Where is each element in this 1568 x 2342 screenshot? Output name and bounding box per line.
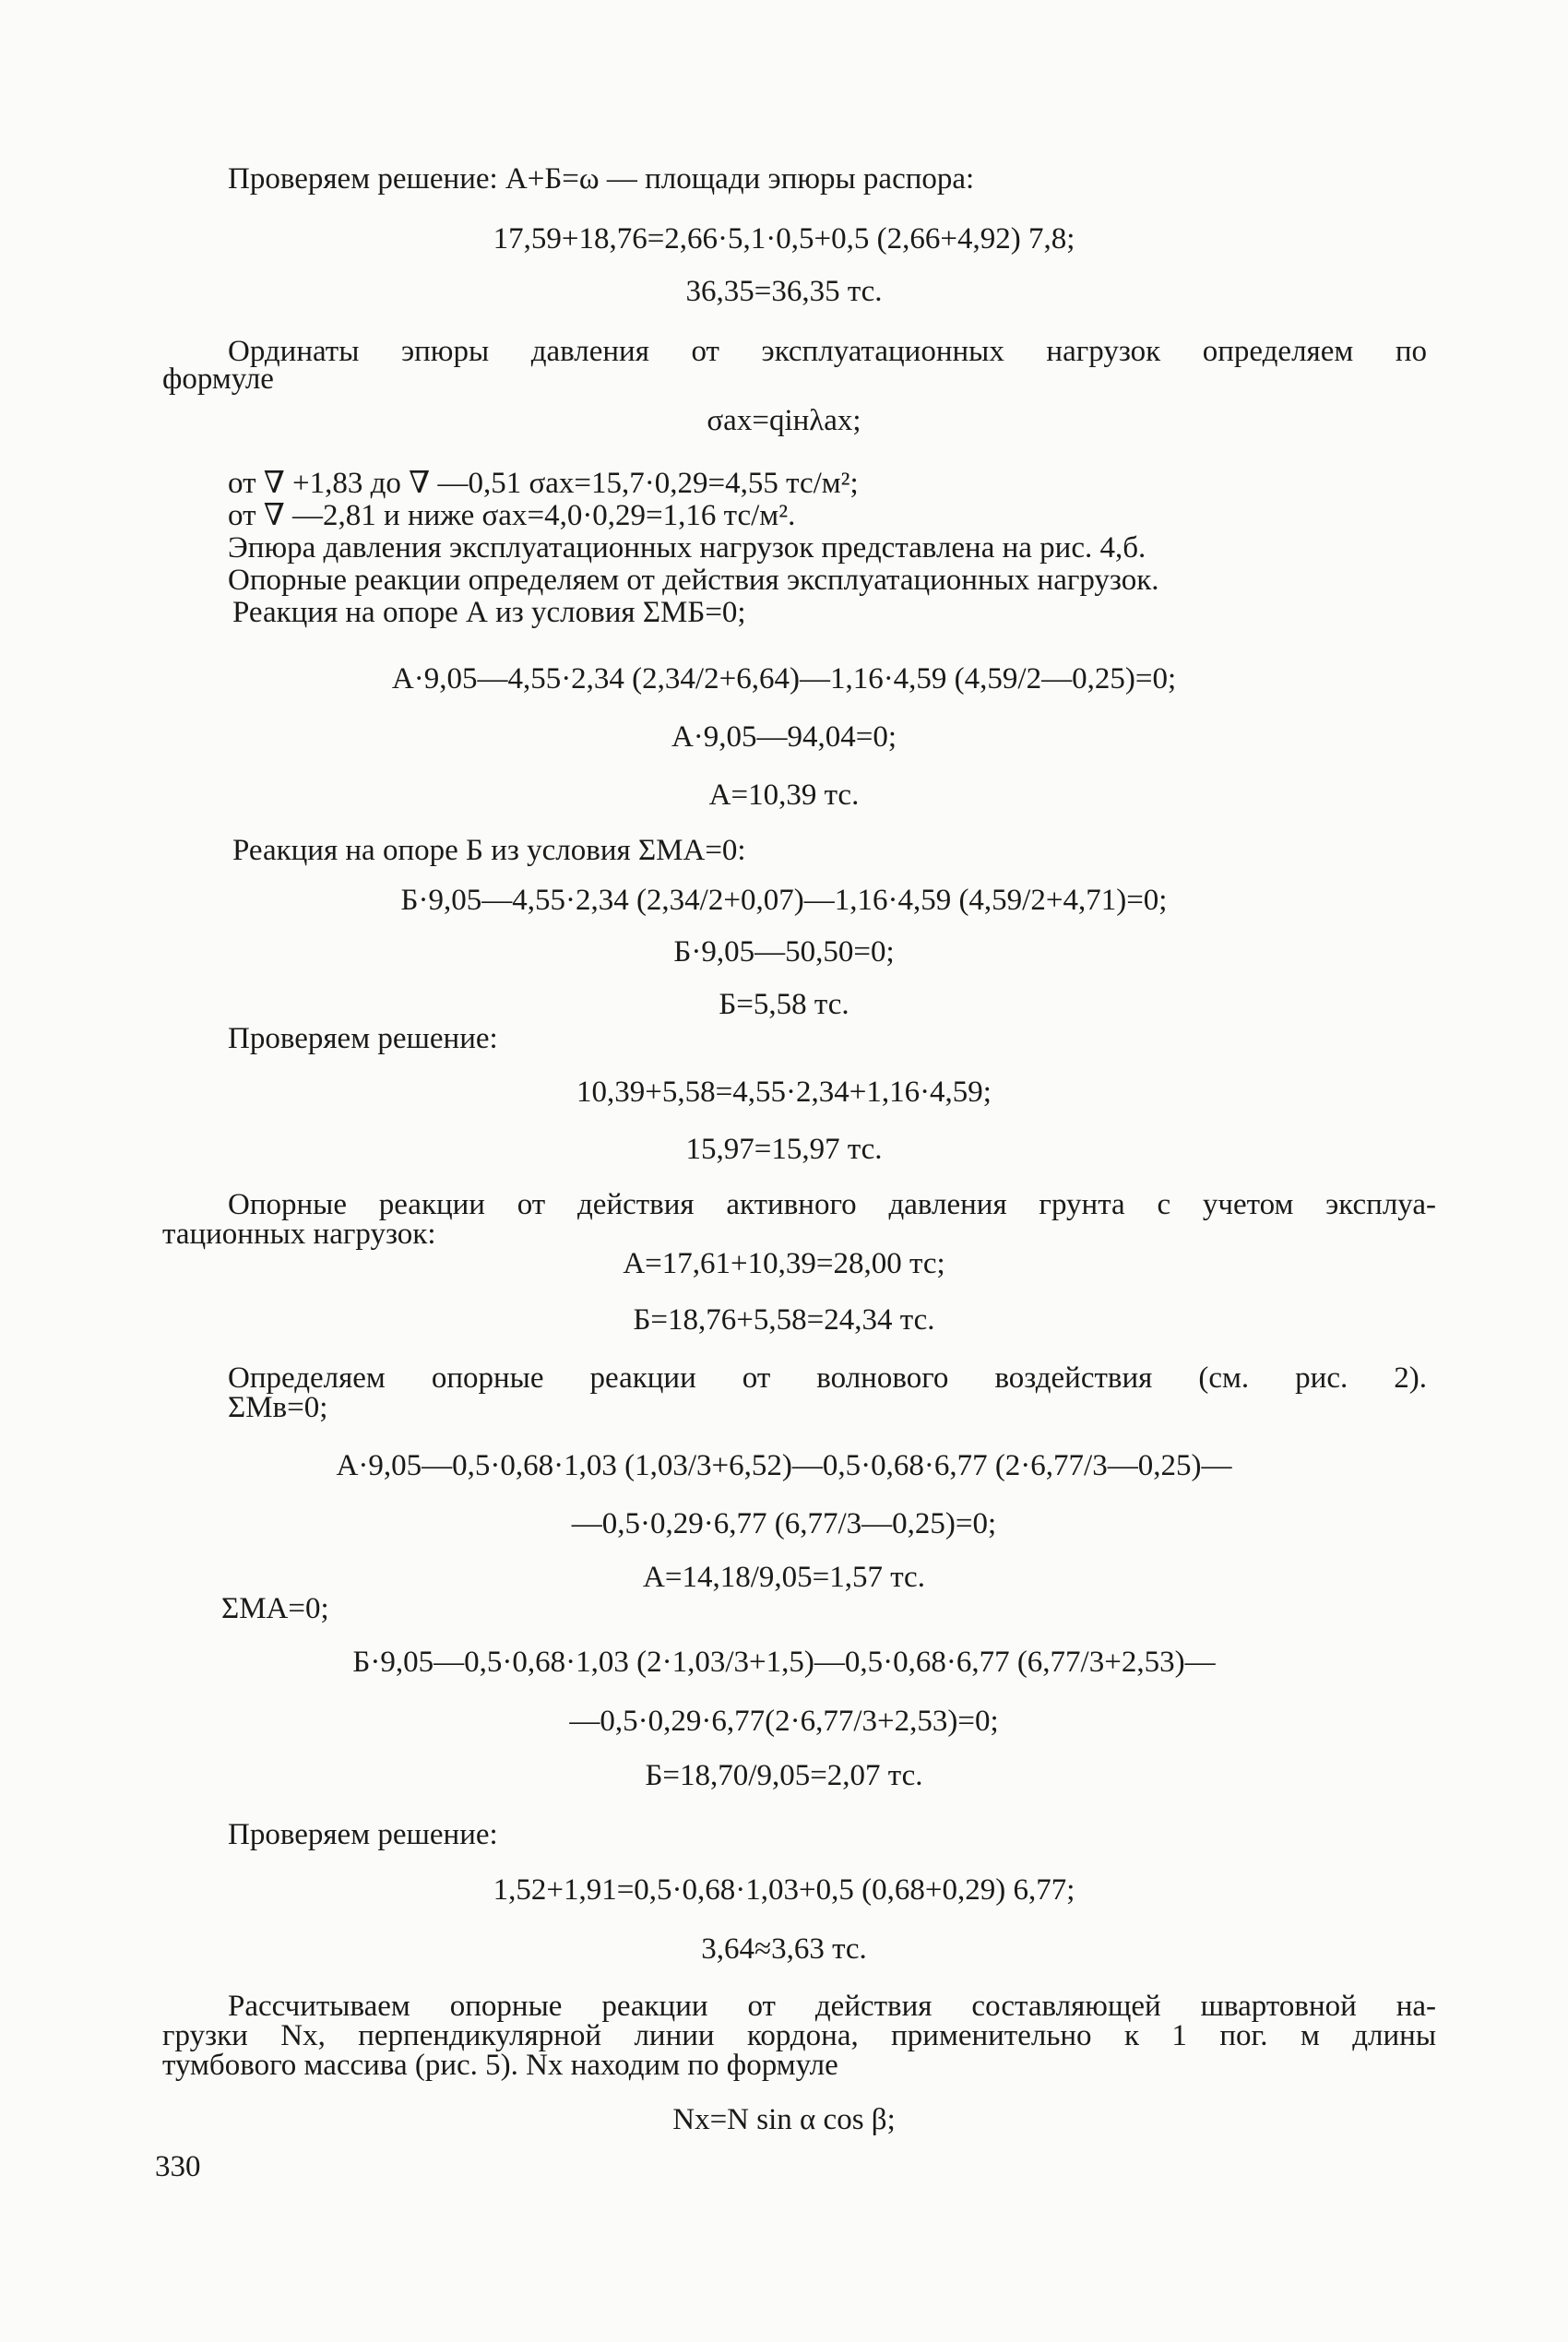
text-line: Рассчитываем опорные реакции от действия составляющей швартовной на- [228, 1990, 1436, 2023]
equation-line: А=17,61+10,39=28,00 тс; [623, 1247, 945, 1280]
text-line: Ординаты эпюры давления от эксплуатационных нагрузок определяем по [228, 335, 1427, 368]
text-line: от ∇ +1,83 до ∇ —0,51 σax=15,7·0,29=4,55 тс/м²; [228, 467, 859, 500]
text-line: тумбового массива (рис. 5). Nx находим по формуле [162, 2049, 838, 2082]
equation-line: Б·9,05—50,50=0; [673, 935, 895, 969]
text-line: Проверяем решение: [228, 1022, 498, 1055]
equation-line: 10,39+5,58=4,55·2,34+1,16·4,59; [576, 1076, 992, 1109]
text-line: от ∇ —2,81 и ниже σax=4,0·0,29=1,16 тс/м². [228, 499, 796, 532]
formula-line: Nx=N sin α cos β; [672, 2103, 896, 2136]
text-line: Реакция на опоре Б из условия ΣMА=0: [232, 834, 746, 867]
equation-line: Б=18,70/9,05=2,07 тс. [645, 1759, 923, 1792]
equation-line: 1,52+1,91=0,5·0,68·1,03+0,5 (0,68+0,29) 6,77; [493, 1873, 1075, 1907]
text-line: Опорные реакции определяем от действия эксплуатационных нагрузок. [228, 564, 1159, 597]
equation-line: А·9,05—94,04=0; [671, 720, 897, 754]
equation-line: А=10,39 тс. [708, 779, 860, 812]
text-line: Определяем опорные реакции от волнового воздействия (см. рис. 2). [228, 1361, 1427, 1395]
equation-line: Б=5,58 тс. [719, 988, 849, 1021]
equation-line: А·9,05—0,5·0,68·1,03 (1,03/3+6,52)—0,5·0,68·6,77 (2·6,77/3—0,25)— [336, 1449, 1232, 1482]
formula-line: σax=qiнλax; [707, 404, 861, 437]
page-number: 330 [155, 2150, 201, 2183]
text-line: тационных нагрузок: [162, 1218, 436, 1251]
text-line: грузки Nx, перпендикулярной линии кордона, применительно к 1 пог. м длины [162, 2019, 1436, 2052]
equation-line: А=14,18/9,05=1,57 тс. [643, 1561, 925, 1594]
text-line: ΣMв=0; [228, 1391, 328, 1424]
text-line: Проверяем решение: А+Б=ω — площади эпюры распора: [228, 162, 975, 196]
equation-line: Б·9,05—0,5·0,68·1,03 (2·1,03/3+1,5)—0,5·0,68·6,77 (6,77/3+2,53)— [352, 1646, 1216, 1679]
equation-line: —0,5·0,29·6,77(2·6,77/3+2,53)=0; [569, 1705, 999, 1738]
equation-line: А·9,05—4,55·2,34 (2,34/2+6,64)—1,16·4,59 (4,59/2—0,25)=0; [391, 662, 1177, 695]
text-line: Реакция на опоре А из условия ΣMБ=0; [232, 596, 746, 629]
equation-line: 15,97=15,97 тс. [685, 1133, 883, 1166]
equation-line: 17,59+18,76=2,66·5,1·0,5+0,5 (2,66+4,92) 7,8; [493, 222, 1075, 256]
text-line: Проверяем решение: [228, 1818, 498, 1851]
equation-line: 36,35=36,35 тс. [685, 275, 883, 308]
text-line: ΣMА=0; [221, 1592, 329, 1625]
text-line: Опорные реакции от действия активного давления грунта с учетом эксплуа- [228, 1188, 1436, 1221]
equation-line: 3,64≈3,63 тс. [701, 1932, 867, 1966]
equation-line: Б·9,05—4,55·2,34 (2,34/2+0,07)—1,16·4,59 (4,59/2+4,71)=0; [400, 884, 1168, 917]
text-line: Эпюра давления эксплуатационных нагрузок представлена на рис. 4,б. [228, 531, 1146, 565]
equation-line: Б=18,76+5,58=24,34 тс. [633, 1303, 935, 1337]
text-line: формуле [162, 363, 274, 396]
equation-line: —0,5·0,29·6,77 (6,77/3—0,25)=0; [571, 1507, 997, 1540]
